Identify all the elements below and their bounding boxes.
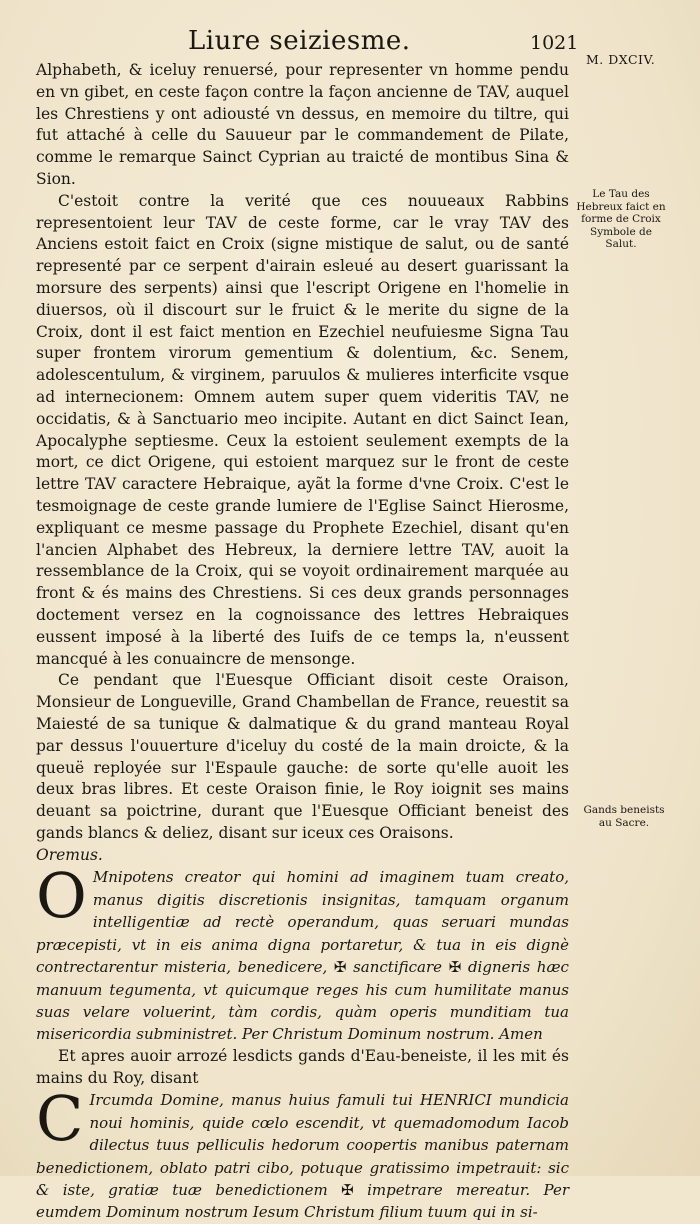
prayer-1-text-c: digneris hæc manuum tegumenta, vt quicumque reges his cum humilitate manus suas velare voluerint, tàm cordis, quàm operis munditiam tua misericordia subministret. Per Christum Dominum nostrum. <box>36 958 569 1044</box>
running-title: Liure seiziesme. <box>188 26 411 56</box>
prayer-2-text-b: impetrare mereatur. Per eumdem Dominum nostrum Iesum Christum filium tuum qui in si- <box>36 1180 569 1222</box>
paragraph-2: C'estoit contre la verité que ces nouueaux Rabbins representoient leur TAV de ceste forme, car le vray TAV des Anciens estoit faict en Croix (signe mistique de salut, ou de santé representé par ce serpent d'airain esleué au desert guarissant la morsure des serpents) ainsi que l'escript Origene en l'homelie in diuersos, où il discourt sur le fruict & le merite du signe de la Croix, dont il est faict mention en Ezechiel neufuiesme Signa Tau super frontem virorum gementium & dolentium, &c. Senem, adolescentulum, & virginem, paruulos & mulieres interficite vsque ad internecionem: Omnem autem super quem videritis TAV, ne occidatis, & à Sanctuario meo incipite. Autant en dict Sainct Iean, Apocalyphe septiesme. Ceux la estoient seulement exempts de la mort, ce dict Origene, qui estoient marquez sur le front de ceste lettre TAV caractere Hebraique, ayãt la forme d'vne Croix. C'est le tesmoignage de ceste grande lumiere de l'Eglise Sainct Hierosme, expliquant ce mesme passage du Prophete Ezechiel, disant qu'en l'ancien Alphabet des Hebreux, la derniere lettre TAV, auoit la ressemblance de la Croix, qui se voyoit ordinairement marquée au front & és mains des Chrestiens. Si ces deux grands personnages doctement versez en la cognoissance des lettres Hebraiques eussent imposé à la liberté des Iuifs de ce temps la, n'eussent mancqué à les conuaincre de mensonge. <box>36 191 569 668</box>
prayer-1-text-b: sanctificare <box>353 958 443 977</box>
paragraph-4: Et apres auoir arrozé lesdicts gands d'Eau-beneiste, il les mit és mains du Roy, disant <box>36 1046 569 1087</box>
prayer-2 <box>36 1082 569 1223</box>
oremus-heading: Oremus. <box>36 845 103 864</box>
cross-icon: ✠ <box>341 1180 354 1199</box>
cross-icon: ✠ <box>448 958 462 977</box>
cross-icon: ✠ <box>333 958 347 977</box>
paragraph-1: Alphabeth, & iceluy renuersé, pour representer vn homme pendu en vn gibet, en ceste façon contre la façon ancienne de TAV, auquel les Chrestiens y ont adiousté vn dessus, en memoire du tiltre, qui fut attaché à celle du Sauueur par le commandement de Pilate, comme le remarque Sainct Cyprian au traicté de montibus Sina & Sion. <box>36 61 569 188</box>
prayer-1-text-a: Mnipotens creator qui homini ad imaginem tuam creato, manus digitis discretionis insignitas, tamquam organum intelligentiæ ad rectè operandum, quas seruari mundas præcepisti, vt in eis anima digna portaretur, & tua in eis dignè contrectarentur misteria, benedicere, <box>36 868 569 977</box>
marginal-note-tau: Le Tau des Hebreux faict en forme de Croix Symbole de Salut. <box>576 188 666 250</box>
page-number: 1021 <box>530 32 579 54</box>
page-header <box>0 22 700 67</box>
drop-cap: C <box>36 1082 84 1156</box>
year-note: M. DXCIV. <box>586 52 656 67</box>
prayer-2-text-a: Ircumda Domine, manus huius famuli tui HENRICI mundicia noui hominis, quide cœlo escendit, vt quemadomodum Iacob dilectus tuus pelliculis hedorum coopertis manibus paternam benedictionem, oblato patri cibo, potuque gratissimo impetrauit: sic & iste, gratiæ tuæ benedictionem <box>36 1091 569 1199</box>
drop-cap: O <box>36 859 87 933</box>
amen: Amen <box>499 1025 543 1044</box>
paragraph-3: Ce pendant que l'Euesque Officiant disoit ceste Oraison, Monsieur de Longueville, Grand Chambellan de France, reuestit sa Maiesté de sa tunique & dalmatique & du grand manteau Royal par dessus l'ouuerture d'iceluy du costé de la main droicte, & la queuë reployée sur l'Espaule gauche: de sorte qu'elle auoit les deux bras libres. Et ceste Oraison finie, le Roy ioignit ses mains deuant sa poictrine, durant que l'Euesque Officiant beneist des gands blancs & deliez, disant sur iceux ces Oraisons. <box>36 671 569 842</box>
main-text <box>36 60 569 1224</box>
prayer-1 <box>36 859 569 1045</box>
marginal-note-gands: Gands beneists au Sacre. <box>583 804 665 829</box>
